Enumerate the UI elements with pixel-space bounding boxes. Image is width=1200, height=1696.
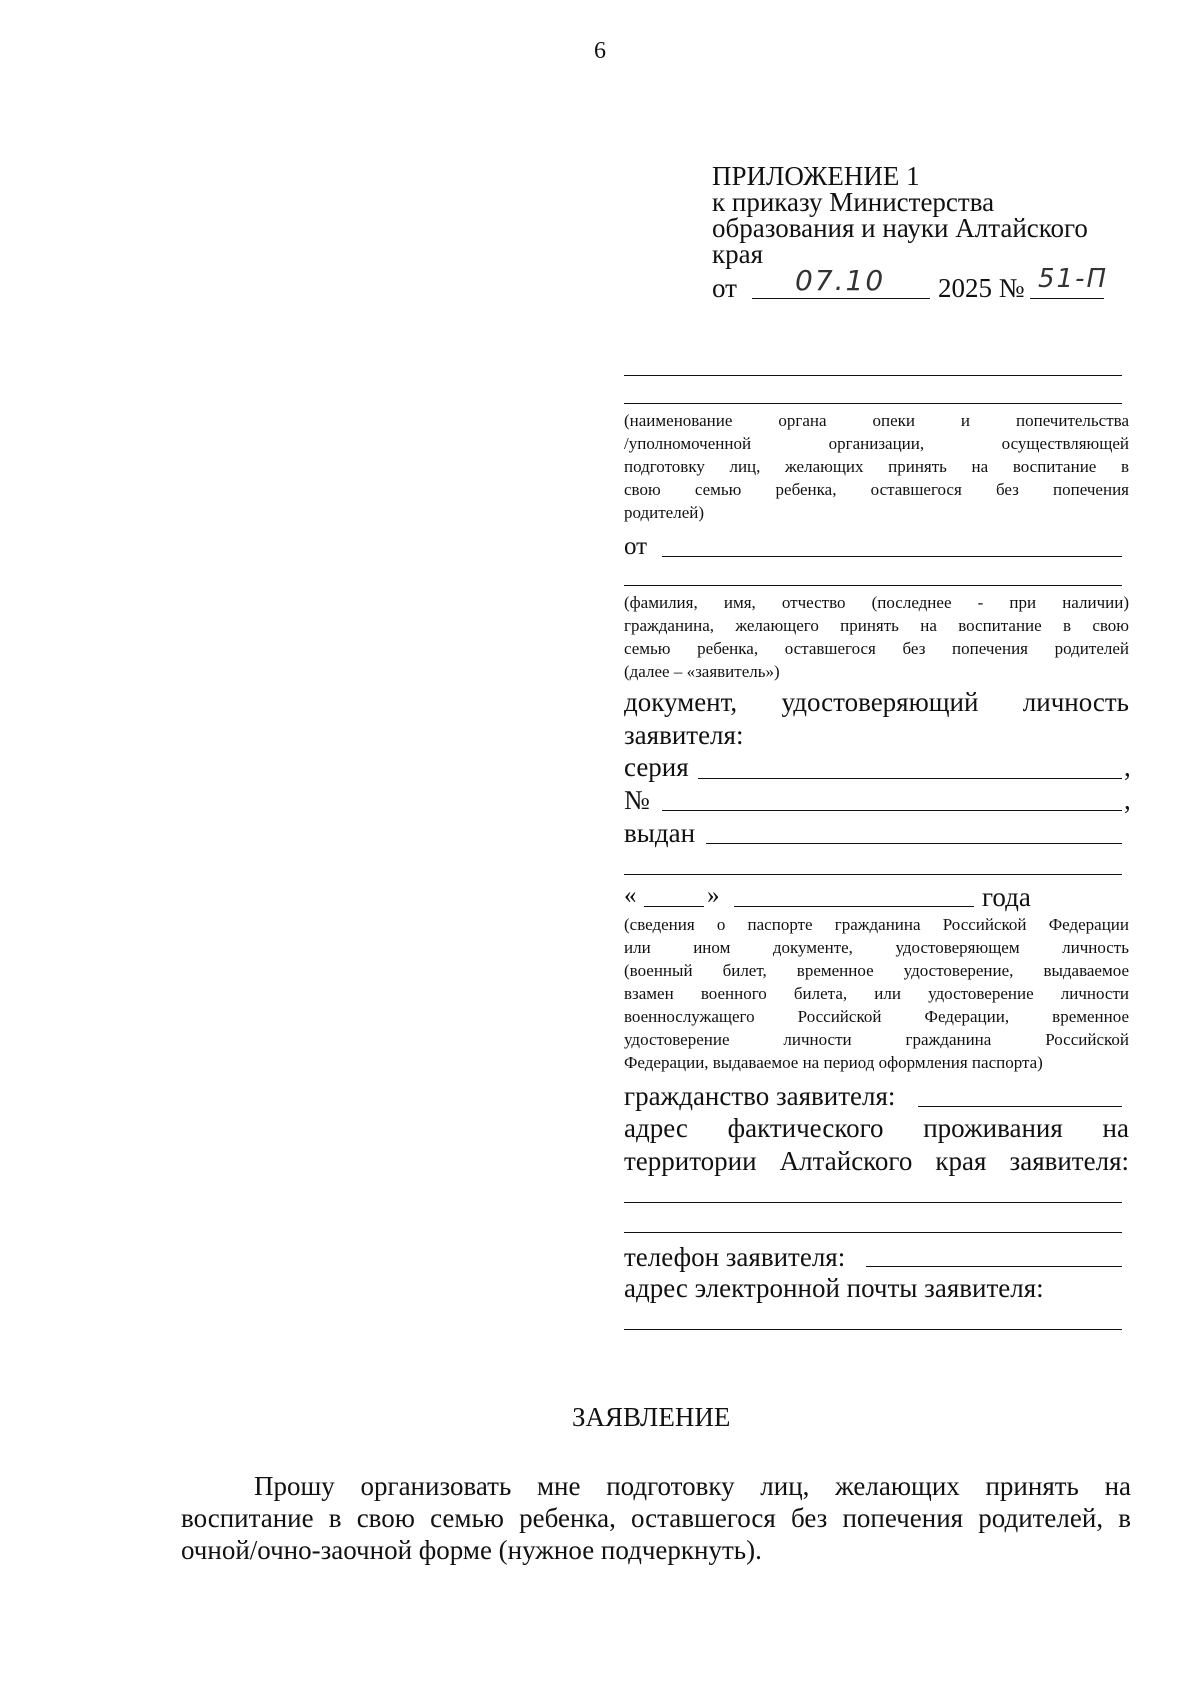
appendix-date-prefix: от [712, 273, 737, 303]
caption-line: удостоверение личности гражданина Российской [624, 1030, 1129, 1049]
doc-line-2: заявителя: [624, 720, 744, 750]
statement-line-2: воспитание в свою семью ребенка, оставшегося без попечения родителей, в [181, 1503, 1131, 1533]
caption-line: семью ребенка, оставшегося без попечения родителей [624, 639, 1129, 658]
appendix-year: 2025 № [938, 273, 1025, 303]
statement-line-1: Прошу организовать мне подготовку лиц, желающих принять на [254, 1471, 1131, 1501]
series-line [698, 778, 1122, 779]
number-underline [1030, 298, 1104, 299]
series-label: серия [624, 752, 689, 782]
page-number: 6 [594, 38, 606, 64]
quote-close: » [707, 882, 720, 909]
statement-title: ЗАЯВЛЕНИЕ [572, 1402, 731, 1432]
number-comma: , [1124, 785, 1131, 815]
addressee-line-2 [624, 403, 1122, 404]
caption-line: военнослужащего Российской Федерации, временное [624, 1007, 1129, 1026]
passport-caption [624, 913, 1129, 1074]
address-blank-1 [624, 1202, 1122, 1203]
caption-line: /уполномоченной организации, осуществляющей [624, 434, 1129, 453]
day-line [644, 906, 704, 907]
email-line [624, 1329, 1122, 1330]
caption-line: (сведения о паспорте гражданина Российской Федерации [624, 915, 1129, 934]
issued-label: выдан [624, 818, 696, 848]
caption-line: (фамилия, имя, отчество (последнее - при наличии) [624, 593, 1129, 612]
caption-line: свою семью ребенка, оставшегося без попечения [624, 480, 1129, 499]
appendix-line-2: образования и науки Алтайского [712, 213, 1088, 243]
citizenship-label: гражданство заявителя: [624, 1081, 896, 1111]
caption-line: (далее – «заявитель») [624, 662, 780, 681]
statement-body [181, 1470, 1131, 1566]
quote-open: « [624, 882, 637, 909]
caption-line: (военный билет, временное удостоверение, выдаваемое [624, 961, 1129, 980]
month-line [734, 906, 974, 907]
number-label: № [624, 785, 650, 815]
phone-line [866, 1266, 1122, 1267]
date-underline [752, 298, 930, 299]
from-label: от [624, 533, 648, 560]
applicant-caption [624, 591, 1129, 683]
issued-line-2 [624, 874, 1122, 875]
doc-line-1: документ, удостоверяющий личность [624, 687, 1129, 717]
caption-line: гражданина, желающего принять на воспитание в свою [624, 616, 1129, 635]
email-label: адрес электронной почты заявителя: [624, 1273, 1044, 1303]
issued-line-1 [706, 843, 1122, 844]
phone-label: телефон заявителя: [624, 1242, 846, 1272]
number-handwritten: 51-П [1038, 264, 1109, 294]
address-line-1: адрес фактического проживания на [624, 1113, 1129, 1143]
address-blank-2 [624, 1232, 1122, 1233]
series-comma: , [1124, 752, 1131, 782]
citizenship-line [918, 1106, 1122, 1107]
caption-line: родителей) [624, 503, 705, 522]
caption-line: или ином документе, удостоверяющем личность [624, 938, 1129, 957]
appendix-line-1: к приказу Министерства [712, 187, 995, 217]
date-handwritten: 07.10 [795, 264, 886, 297]
caption-line: взамен военного билета, или удостоверение личности [624, 984, 1129, 1003]
addressee-caption [624, 409, 1129, 524]
addressee-line-1 [624, 375, 1122, 376]
number-line [662, 810, 1122, 811]
statement-line-3: очной/очно-заочной форме (нужное подчеркнуть). [181, 1535, 762, 1565]
caption-line: подготовку лиц, желающих принять на воспитание в [624, 457, 1129, 476]
from-line-1 [662, 556, 1122, 557]
address-line-2: территории Алтайского края заявителя: [624, 1146, 1129, 1176]
year-label: года [982, 882, 1031, 912]
from-line-2 [624, 585, 1122, 586]
appendix-title: ПРИЛОЖЕНИЕ 1 [712, 161, 920, 191]
appendix-line-3: края [712, 239, 764, 269]
caption-line: (наименование органа опеки и попечительства [624, 411, 1129, 430]
caption-line: Федерации, выдаваемое на период оформления паспорта) [624, 1053, 1043, 1072]
appendix-block [712, 163, 1088, 267]
